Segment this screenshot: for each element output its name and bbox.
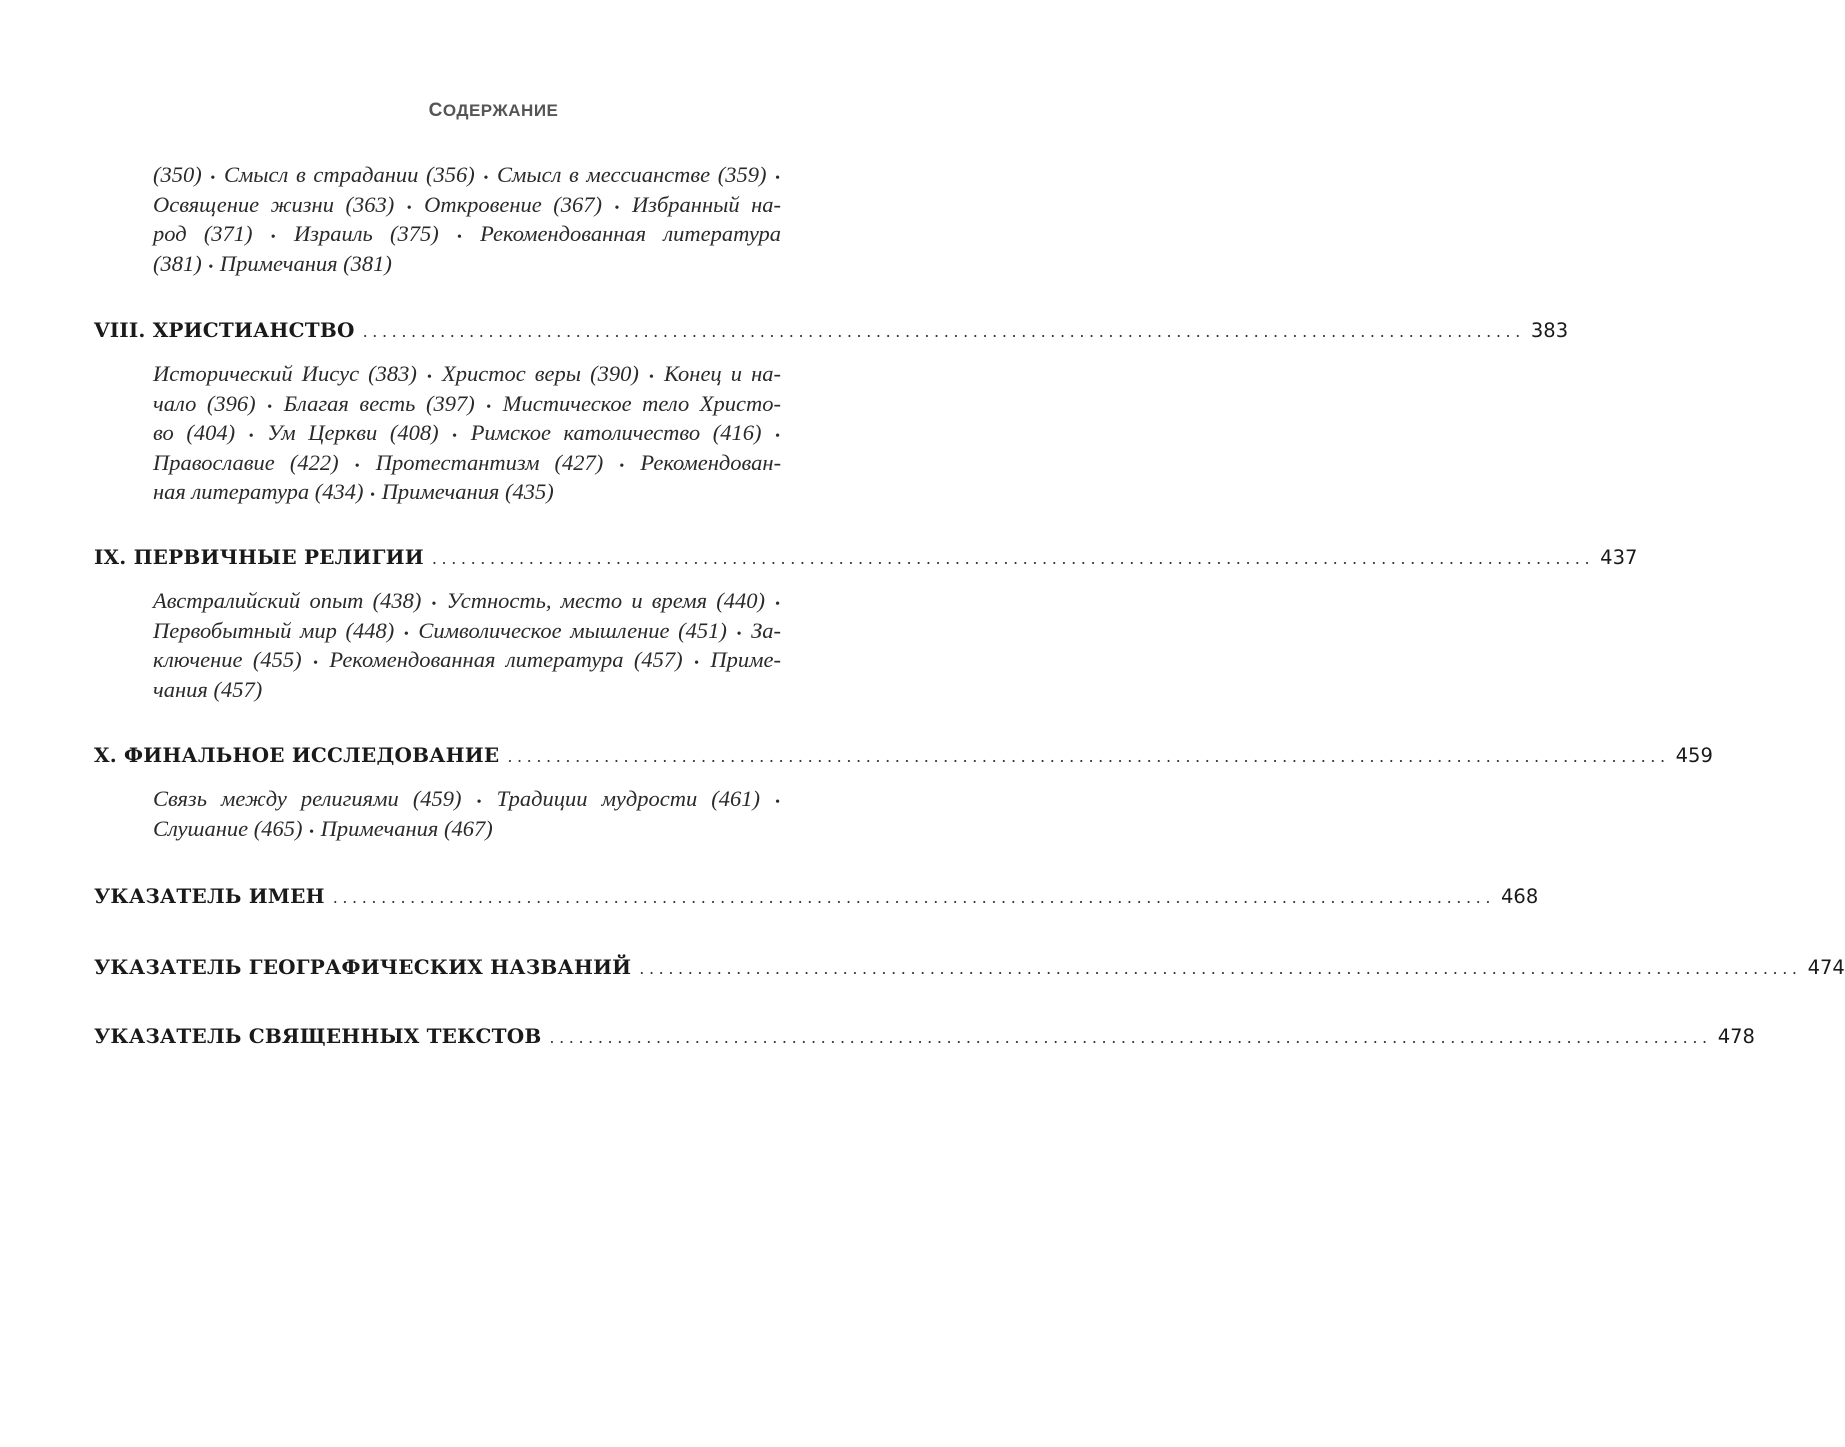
subentry-text: Римское католичество (416) bbox=[470, 420, 762, 445]
subentry-text: Освящение жизни (363) bbox=[153, 191, 395, 217]
subentry-text: Примечания (435) bbox=[381, 479, 554, 504]
bullet-separator: • bbox=[309, 824, 315, 840]
subentry-text: Приме- bbox=[710, 647, 781, 672]
bullet-separator: • bbox=[267, 399, 273, 415]
toc-entry-chapter-8[interactable] bbox=[94, 318, 1569, 348]
bullet-separator: • bbox=[775, 429, 780, 444]
subentry-text: Откровение (367) bbox=[424, 191, 603, 217]
bullet-separator: • bbox=[354, 458, 360, 474]
subentry-text: Смысл в мессианстве (359) bbox=[496, 162, 767, 187]
toc-entry-page: 478 bbox=[1717, 1025, 1755, 1048]
subentry-text: Израиль (375) bbox=[293, 221, 439, 246]
toc-entry-page: 437 bbox=[1600, 546, 1638, 569]
subentry-text: (381) bbox=[153, 250, 202, 276]
bullet-separator: • bbox=[483, 171, 489, 186]
subentry-line bbox=[153, 389, 781, 419]
subentry-text: Исторический Иисус (383) bbox=[153, 361, 417, 386]
subentry-line bbox=[153, 219, 781, 249]
subentry-text: Рекомендован- bbox=[640, 449, 782, 475]
toc-entry-page: 459 bbox=[1675, 744, 1713, 767]
subentry-text: Рекомендованная литература bbox=[480, 221, 782, 246]
subentry-line bbox=[153, 675, 781, 705]
subentry-line bbox=[153, 359, 781, 389]
bullet-separator: • bbox=[736, 626, 742, 642]
subentry-text: Смысл в страдании (356) bbox=[223, 162, 475, 187]
subentry-line bbox=[153, 616, 781, 646]
chapter-8-subentries bbox=[153, 359, 781, 507]
subentry-text: Австралийский опыт (438) bbox=[153, 588, 422, 613]
toc-entry-title: IX. ПЕРВИЧНЫЕ РЕЛИГИИ bbox=[94, 545, 424, 569]
subentry-text: Традиции мудрости (461) bbox=[496, 786, 761, 811]
subentry-line bbox=[153, 249, 781, 279]
subentry-text: Рекомендованная литература (457) bbox=[329, 647, 683, 672]
subentry-text: ключение (455) bbox=[153, 647, 302, 672]
subentry-line bbox=[153, 190, 781, 220]
bullet-separator: • bbox=[775, 795, 781, 810]
subentry-line bbox=[153, 586, 781, 616]
subentry-text: Символическое мышление (451) bbox=[418, 617, 727, 643]
bullet-separator: • bbox=[431, 597, 437, 612]
toc-entry-title: УКАЗАТЕЛЬ ГЕОГРАФИЧЕСКИХ НАЗВАНИЙ bbox=[94, 955, 632, 979]
subentry-text: во (404) bbox=[153, 420, 236, 445]
subentry-text: (350) bbox=[153, 162, 202, 187]
subentry-line bbox=[153, 645, 781, 675]
bullet-separator: • bbox=[614, 200, 620, 216]
running-head-initial: С bbox=[428, 100, 443, 121]
subentry-text: За- bbox=[751, 617, 781, 643]
bullet-separator: • bbox=[406, 200, 412, 216]
toc-entry-title: X. ФИНАЛЬНОЕ ИССЛЕДОВАНИЕ bbox=[94, 743, 500, 767]
toc-entry-chapter-9[interactable] bbox=[94, 545, 1638, 575]
bullet-separator: • bbox=[486, 399, 492, 415]
subentry-text: Православие (422) bbox=[153, 449, 339, 475]
chapter-10-subentries bbox=[153, 784, 781, 843]
dot-leader: ........................................................................................................................ bbox=[507, 747, 1670, 766]
subentry-line bbox=[153, 784, 781, 814]
toc-entry-index-scriptures[interactable] bbox=[94, 1024, 1755, 1054]
bullet-separator: • bbox=[452, 429, 458, 444]
bullet-separator: • bbox=[208, 259, 214, 275]
subentry-text: Связь между религиями (459) bbox=[153, 786, 462, 811]
running-head bbox=[0, 100, 987, 122]
toc-entry-title: УКАЗАТЕЛЬ СВЯЩЕННЫХ ТЕКСТОВ bbox=[94, 1024, 542, 1048]
bullet-separator: • bbox=[775, 597, 781, 612]
subentry-text: Примечания (467) bbox=[320, 815, 493, 841]
subentry-text: Слушание (465) bbox=[153, 815, 303, 841]
bullet-separator: • bbox=[775, 171, 781, 186]
toc-entry-page: 383 bbox=[1530, 319, 1569, 342]
bullet-separator: • bbox=[648, 370, 654, 385]
subentry-line bbox=[153, 814, 781, 844]
subentry-text: чания (457) bbox=[153, 676, 263, 702]
bullet-separator: • bbox=[210, 171, 216, 186]
toc-entry-page: 468 bbox=[1501, 885, 1539, 908]
continuation-subentries bbox=[153, 160, 781, 278]
bullet-separator: • bbox=[248, 429, 254, 444]
toc-entry-chapter-10[interactable] bbox=[94, 743, 1713, 773]
bullet-separator: • bbox=[476, 795, 482, 810]
toc-entry-index-names[interactable] bbox=[94, 884, 1539, 914]
subentry-text: Христос веры (390) bbox=[441, 361, 639, 386]
subentry-line bbox=[153, 418, 781, 448]
subentry-text: Протестантизм (427) bbox=[375, 449, 604, 475]
bullet-separator: • bbox=[426, 370, 432, 385]
bullet-separator: • bbox=[694, 656, 699, 671]
toc-entry-title: VIII. ХРИСТИАНСТВО bbox=[94, 318, 355, 342]
toc-entry-page: 474 bbox=[1807, 956, 1845, 979]
bullet-separator: • bbox=[456, 230, 462, 245]
bullet-separator: • bbox=[313, 656, 318, 671]
subentry-text: род (371) bbox=[153, 221, 253, 246]
toc-entry-title: УКАЗАТЕЛЬ ИМЕН bbox=[94, 884, 325, 908]
subentry-line bbox=[153, 160, 781, 190]
subentry-text: ная литература (434) bbox=[153, 479, 364, 504]
subentry-line bbox=[153, 477, 781, 507]
dot-leader: ........................................................................................................................ bbox=[362, 322, 1525, 341]
subentry-text: Примечания (381) bbox=[219, 250, 392, 276]
subentry-text: Конец и на- bbox=[663, 361, 782, 386]
bullet-separator: • bbox=[270, 230, 276, 245]
subentry-text: Благая весть (397) bbox=[283, 390, 475, 416]
bullet-separator: • bbox=[403, 626, 409, 642]
subentry-text: Ум Церкви (408) bbox=[267, 420, 439, 445]
dot-leader: ........................................................................................................................ bbox=[431, 549, 1595, 568]
bullet-separator: • bbox=[370, 488, 376, 503]
subentry-text: Мистическое тело Христо- bbox=[502, 390, 782, 416]
dot-leader: ........................................................................................................................ bbox=[332, 888, 1495, 907]
bullet-separator: • bbox=[619, 458, 625, 474]
subentry-text: чало (396) bbox=[153, 390, 256, 416]
dot-leader: ........................................................................................................................ bbox=[639, 959, 1802, 978]
dot-leader: ........................................................................................................................ bbox=[549, 1028, 1712, 1047]
subentry-text: Устность, место и время (440) bbox=[446, 588, 765, 613]
chapter-9-subentries bbox=[153, 586, 781, 704]
subentry-text: Избранный на- bbox=[631, 191, 781, 217]
subentry-text: Первобытный мир (448) bbox=[153, 617, 395, 643]
toc-entry-index-geography[interactable] bbox=[94, 955, 1845, 985]
subentry-line bbox=[153, 448, 781, 478]
running-head-rest: ОДЕРЖАНИЕ bbox=[442, 101, 559, 120]
